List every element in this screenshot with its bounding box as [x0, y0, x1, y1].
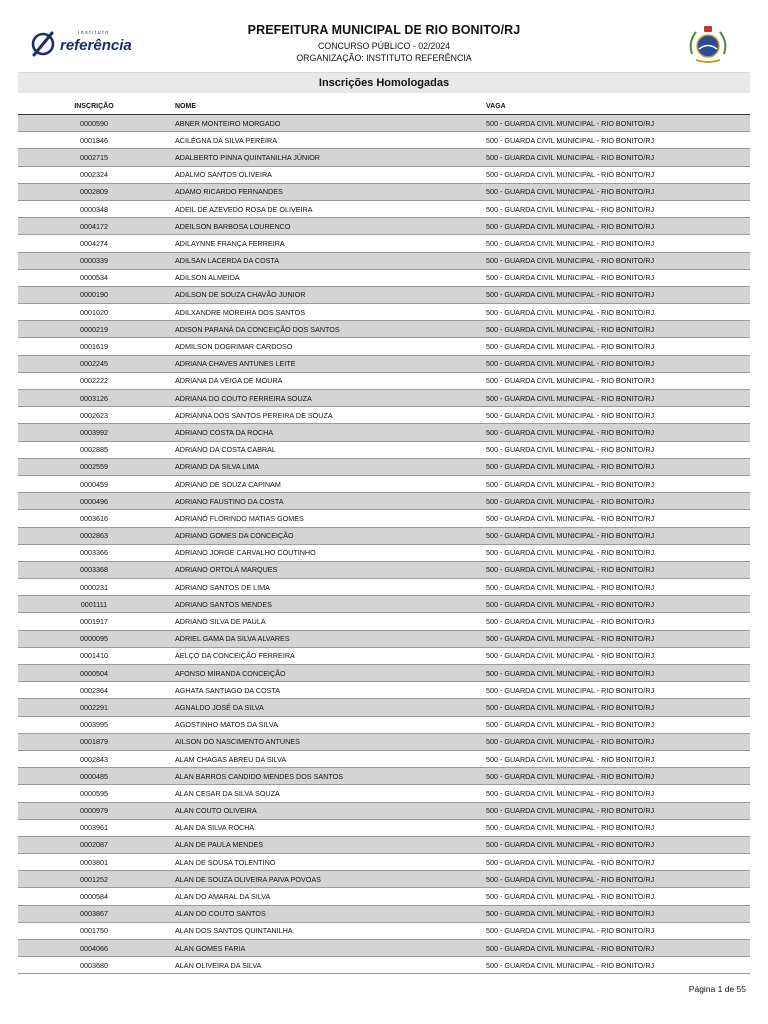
cell-vaga: 500 - GUARDA CIVIL MUNICIPAL - RIO BONITO/RJ: [481, 424, 750, 441]
cell-nome: ADILXANDRE MOREIRA DOS SANTOS: [170, 304, 481, 321]
table-row: [18, 682, 750, 699]
table-row: [18, 458, 750, 475]
cell-nome: ADRIANO DA SILVA LIMA: [170, 458, 481, 475]
cell-vaga: 500 - GUARDA CIVIL MUNICIPAL - RIO BONITO/RJ: [481, 115, 750, 132]
cell-inscricao: 0002715: [18, 149, 170, 166]
cell-vaga: 500 - GUARDA CIVIL MUNICIPAL - RIO BONITO/RJ: [481, 819, 750, 836]
cell-nome: ALAN DOS SANTOS QUINTANILHA: [170, 922, 481, 939]
cell-nome: ADRIANO COSTA DA ROCHA: [170, 424, 481, 441]
cell-nome: ALAN CESAR DA SILVA SOUZA: [170, 785, 481, 802]
table-row: [18, 510, 750, 527]
cell-vaga: 500 - GUARDA CIVIL MUNICIPAL - RIO BONITO/RJ: [481, 733, 750, 750]
cell-vaga: 500 - GUARDA CIVIL MUNICIPAL - RIO BONITO/RJ: [481, 647, 750, 664]
cell-nome: ADILSON DE SOUZA CHAVÃO JUNIOR: [170, 286, 481, 303]
cell-inscricao: 0000590: [18, 115, 170, 132]
cell-vaga: 500 - GUARDA CIVIL MUNICIPAL - RIO BONITO/RJ: [481, 888, 750, 905]
page-number: Página 1 de 55: [688, 984, 746, 994]
cell-nome: AILSON DO NASCIMENTO ANTUNES: [170, 733, 481, 750]
cell-inscricao: 0002843: [18, 750, 170, 767]
cell-nome: AGOSTINHO MATOS DA SILVA: [170, 716, 481, 733]
cell-nome: ALAN DA SILVA ROCHA: [170, 819, 481, 836]
cell-nome: AFONSO MIRANDA CONCEIÇÃO: [170, 665, 481, 682]
cell-vaga: 500 - GUARDA CIVIL MUNICIPAL - RIO BONITO/RJ: [481, 286, 750, 303]
cell-inscricao: 0003995: [18, 716, 170, 733]
table-row: [18, 957, 750, 974]
cell-inscricao: 0002245: [18, 355, 170, 372]
table-row: [18, 665, 750, 682]
cell-vaga: 500 - GUARDA CIVIL MUNICIPAL - RIO BONITO/RJ: [481, 922, 750, 939]
cell-inscricao: 0002087: [18, 836, 170, 853]
table-row: [18, 836, 750, 853]
cell-nome: ADEILSON BARBOSA LOURENCO: [170, 218, 481, 235]
table-row: [18, 527, 750, 544]
column-header-inscricao: INSCRIÇÃO: [18, 98, 170, 115]
cell-nome: ALAN DO COUTO SANTOS: [170, 905, 481, 922]
cell-inscricao: 0004172: [18, 218, 170, 235]
table-row: [18, 647, 750, 664]
cell-vaga: 500 - GUARDA CIVIL MUNICIPAL - RIO BONITO/RJ: [481, 252, 750, 269]
cell-inscricao: 0002324: [18, 166, 170, 183]
cell-vaga: 500 - GUARDA CIVIL MUNICIPAL - RIO BONITO/RJ: [481, 613, 750, 630]
table-row: [18, 355, 750, 372]
cell-inscricao: 0000190: [18, 286, 170, 303]
table-row: [18, 888, 750, 905]
cell-vaga: 500 - GUARDA CIVIL MUNICIPAL - RIO BONITO/RJ: [481, 183, 750, 200]
column-header-nome: NOME: [170, 98, 481, 115]
cell-nome: AGHATA SANTIAGO DA COSTA: [170, 682, 481, 699]
cell-nome: ADRIANO DE SOUZA CAPINAM: [170, 475, 481, 492]
cell-inscricao: 0000231: [18, 579, 170, 596]
cell-vaga: 500 - GUARDA CIVIL MUNICIPAL - RIO BONITO/RJ: [481, 132, 750, 149]
table-row: [18, 596, 750, 613]
cell-nome: AELÇO DA CONCEIÇÃO FERREIRA: [170, 647, 481, 664]
table-row: [18, 252, 750, 269]
logo-text: referência: [60, 37, 132, 54]
table-row: [18, 149, 750, 166]
cell-nome: ALAN BARROS CANDIDO MENDES DOS SANTOS: [170, 768, 481, 785]
cell-inscricao: 0000496: [18, 493, 170, 510]
cell-vaga: 500 - GUARDA CIVIL MUNICIPAL - RIO BONITO/RJ: [481, 304, 750, 321]
table-row: [18, 424, 750, 441]
cell-inscricao: 0003680: [18, 957, 170, 974]
cell-vaga: 500 - GUARDA CIVIL MUNICIPAL - RIO BONITO/RJ: [481, 149, 750, 166]
cell-vaga: 500 - GUARDA CIVIL MUNICIPAL - RIO BONITO/RJ: [481, 854, 750, 871]
cell-nome: ADRIANO FLORINDO MATIAS GOMES: [170, 510, 481, 527]
cell-vaga: 500 - GUARDA CIVIL MUNICIPAL - RIO BONITO/RJ: [481, 905, 750, 922]
cell-inscricao: 0001750: [18, 922, 170, 939]
table-row: [18, 905, 750, 922]
cell-vaga: 500 - GUARDA CIVIL MUNICIPAL - RIO BONITO/RJ: [481, 561, 750, 578]
table-row: [18, 441, 750, 458]
table-row: [18, 338, 750, 355]
cell-vaga: 500 - GUARDA CIVIL MUNICIPAL - RIO BONITO/RJ: [481, 407, 750, 424]
cell-inscricao: 0000584: [18, 888, 170, 905]
cell-inscricao: 0003867: [18, 905, 170, 922]
table-row: [18, 183, 750, 200]
cell-nome: ADRIANO FAUSTINO DA COSTA: [170, 493, 481, 510]
cell-inscricao: 0000095: [18, 630, 170, 647]
cell-vaga: 500 - GUARDA CIVIL MUNICIPAL - RIO BONITO/RJ: [481, 544, 750, 561]
cell-nome: ALAM CHAGAS ABREU DA SILVA: [170, 750, 481, 767]
logo-small-text: instituto: [78, 30, 110, 36]
cell-inscricao: 0000979: [18, 802, 170, 819]
table-row: [18, 940, 750, 957]
cell-vaga: 500 - GUARDA CIVIL MUNICIPAL - RIO BONITO/RJ: [481, 269, 750, 286]
cell-vaga: 500 - GUARDA CIVIL MUNICIPAL - RIO BONITO/RJ: [481, 390, 750, 407]
cell-vaga: 500 - GUARDA CIVIL MUNICIPAL - RIO BONITO/RJ: [481, 355, 750, 372]
cell-inscricao: 0002809: [18, 183, 170, 200]
cell-nome: ADEIL DE AZEVEDO ROSA DE OLIVEIRA: [170, 200, 481, 217]
cell-nome: ADALMO SANTOS OLIVEIRA: [170, 166, 481, 183]
cell-nome: ADILSON ALMEIDA: [170, 269, 481, 286]
cell-inscricao: 0002559: [18, 458, 170, 475]
cell-vaga: 500 - GUARDA CIVIL MUNICIPAL - RIO BONITO/RJ: [481, 630, 750, 647]
table-row: [18, 733, 750, 750]
cell-nome: ADISON PARANÁ DA CONCEIÇÃO DOS SANTOS: [170, 321, 481, 338]
cell-vaga: 500 - GUARDA CIVIL MUNICIPAL - RIO BONITO/RJ: [481, 940, 750, 957]
cell-nome: ALAN COUTO OLIVEIRA: [170, 802, 481, 819]
cell-vaga: 500 - GUARDA CIVIL MUNICIPAL - RIO BONITO/RJ: [481, 166, 750, 183]
cell-inscricao: 0003616: [18, 510, 170, 527]
cell-nome: ADRIANO SANTOS DE LIMA: [170, 579, 481, 596]
table-row: [18, 166, 750, 183]
cell-vaga: 500 - GUARDA CIVIL MUNICIPAL - RIO BONITO/RJ: [481, 785, 750, 802]
cell-vaga: 500 - GUARDA CIVIL MUNICIPAL - RIO BONITO/RJ: [481, 441, 750, 458]
cell-inscricao: 0003368: [18, 561, 170, 578]
table-row: [18, 630, 750, 647]
cell-vaga: 500 - GUARDA CIVIL MUNICIPAL - RIO BONITO/RJ: [481, 338, 750, 355]
table-row: [18, 235, 750, 252]
cell-inscricao: 0002863: [18, 527, 170, 544]
cell-vaga: 500 - GUARDA CIVIL MUNICIPAL - RIO BONITO/RJ: [481, 768, 750, 785]
cell-inscricao: 0003961: [18, 819, 170, 836]
registrations-table: [18, 98, 750, 974]
cell-nome: ADRIANO JORGE CARVALHO COUTINHO: [170, 544, 481, 561]
cell-nome: ADRIANA DO COUTO FERREIRA SOUZA: [170, 390, 481, 407]
table-row: [18, 579, 750, 596]
cell-vaga: 500 - GUARDA CIVIL MUNICIPAL - RIO BONITO/RJ: [481, 836, 750, 853]
cell-vaga: 500 - GUARDA CIVIL MUNICIPAL - RIO BONITO/RJ: [481, 475, 750, 492]
cell-inscricao: 0001917: [18, 613, 170, 630]
cell-vaga: 500 - GUARDA CIVIL MUNICIPAL - RIO BONITO/RJ: [481, 665, 750, 682]
cell-inscricao: 0000339: [18, 252, 170, 269]
document-header: [0, 0, 768, 70]
cell-vaga: 500 - GUARDA CIVIL MUNICIPAL - RIO BONITO/RJ: [481, 218, 750, 235]
cell-vaga: 500 - GUARDA CIVIL MUNICIPAL - RIO BONITO/RJ: [481, 596, 750, 613]
cell-nome: ALAN OLIVEIRA DA SILVA: [170, 957, 481, 974]
cell-nome: ADRIANA DA VEIGA DE MOURA: [170, 372, 481, 389]
cell-inscricao: 0002291: [18, 699, 170, 716]
cell-inscricao: 0000459: [18, 475, 170, 492]
table-row: [18, 819, 750, 836]
table-row: [18, 613, 750, 630]
cell-inscricao: 0001619: [18, 338, 170, 355]
cell-nome: ADRIANO SANTOS MENDES: [170, 596, 481, 613]
cell-inscricao: 0002885: [18, 441, 170, 458]
cell-inscricao: 0001846: [18, 132, 170, 149]
cell-nome: ALAN DE PAULA MENDES: [170, 836, 481, 853]
page-title: PREFEITURA MUNICIPAL DE RIO BONITO/RJ: [247, 23, 521, 37]
table-row: [18, 802, 750, 819]
cell-inscricao: 0003366: [18, 544, 170, 561]
table-row: [18, 493, 750, 510]
cell-nome: ALAN DE SOUZA OLIVEIRA PAIVA POVOAS: [170, 871, 481, 888]
table-row: [18, 475, 750, 492]
column-header-vaga: VAGA: [481, 98, 750, 115]
cell-inscricao: 0001879: [18, 733, 170, 750]
cell-nome: ADILSAN LACERDA DA COSTA: [170, 252, 481, 269]
table-row: [18, 269, 750, 286]
cell-inscricao: 0004066: [18, 940, 170, 957]
table-header-row: [18, 98, 750, 115]
cell-vaga: 500 - GUARDA CIVIL MUNICIPAL - RIO BONITO/RJ: [481, 372, 750, 389]
cell-nome: ADRIANO ORTOLÁ MARQUES: [170, 561, 481, 578]
cell-inscricao: 0003126: [18, 390, 170, 407]
cell-vaga: 500 - GUARDA CIVIL MUNICIPAL - RIO BONITO/RJ: [481, 716, 750, 733]
coat-of-arms-icon: [686, 24, 730, 66]
table-row: [18, 372, 750, 389]
cell-inscricao: 0003992: [18, 424, 170, 441]
table-row: [18, 407, 750, 424]
table-row: [18, 544, 750, 561]
cell-inscricao: 0003801: [18, 854, 170, 871]
cell-nome: AGNALDO JOSÉ DA SILVA: [170, 699, 481, 716]
cell-nome: ALAN GOMES FARIA: [170, 940, 481, 957]
table-row: [18, 854, 750, 871]
table-row: [18, 561, 750, 578]
cell-inscricao: 0000534: [18, 269, 170, 286]
cell-nome: ALAN DO AMARAL DA SILVA: [170, 888, 481, 905]
cell-nome: ACILÉGNA DA SILVA PEREIRA: [170, 132, 481, 149]
table-row: [18, 304, 750, 321]
section-title: Inscrições Homologadas: [318, 77, 450, 89]
cell-nome: ADRIANO GOMES DA CONCEIÇÃO: [170, 527, 481, 544]
contest-subtitle: CONCURSO PÚBLICO - 02/2024: [318, 41, 450, 51]
instituto-referencia-logo: [30, 28, 142, 62]
cell-vaga: 500 - GUARDA CIVIL MUNICIPAL - RIO BONITO/RJ: [481, 458, 750, 475]
cell-nome: ADRIEL GAMA DA SILVA ALVARES: [170, 630, 481, 647]
cell-nome: ADMILSON DOGRIMAR CARDOSO: [170, 338, 481, 355]
cell-inscricao: 0000504: [18, 665, 170, 682]
cell-vaga: 500 - GUARDA CIVIL MUNICIPAL - RIO BONITO/RJ: [481, 527, 750, 544]
cell-nome: ADRIANA CHAVES ANTUNES LEITE: [170, 355, 481, 372]
table-row: [18, 922, 750, 939]
table-row: [18, 750, 750, 767]
cell-inscricao: 0001252: [18, 871, 170, 888]
cell-nome: ADRIANO SILVA DE PAULA: [170, 613, 481, 630]
cell-inscricao: 0002222: [18, 372, 170, 389]
cell-vaga: 500 - GUARDA CIVIL MUNICIPAL - RIO BONITO/RJ: [481, 802, 750, 819]
cell-inscricao: 0000485: [18, 768, 170, 785]
organization-line: ORGANIZAÇÃO: INSTITUTO REFERÊNCIA: [296, 53, 472, 63]
table-row: [18, 785, 750, 802]
cell-nome: ADRIANO DA COSTA CABRAL: [170, 441, 481, 458]
cell-inscricao: 0002364: [18, 682, 170, 699]
cell-vaga: 500 - GUARDA CIVIL MUNICIPAL - RIO BONITO/RJ: [481, 682, 750, 699]
table-row: [18, 716, 750, 733]
table-row: [18, 699, 750, 716]
cell-vaga: 500 - GUARDA CIVIL MUNICIPAL - RIO BONITO/RJ: [481, 235, 750, 252]
table-row: [18, 768, 750, 785]
section-header: [18, 72, 750, 93]
cell-vaga: 500 - GUARDA CIVIL MUNICIPAL - RIO BONITO/RJ: [481, 493, 750, 510]
cell-inscricao: 0000348: [18, 200, 170, 217]
cell-vaga: 500 - GUARDA CIVIL MUNICIPAL - RIO BONITO/RJ: [481, 871, 750, 888]
table-row: [18, 390, 750, 407]
cell-vaga: 500 - GUARDA CIVIL MUNICIPAL - RIO BONITO/RJ: [481, 510, 750, 527]
cell-inscricao: 0000595: [18, 785, 170, 802]
cell-vaga: 500 - GUARDA CIVIL MUNICIPAL - RIO BONITO/RJ: [481, 699, 750, 716]
table-row: [18, 200, 750, 217]
table-row: [18, 321, 750, 338]
cell-inscricao: 0001020: [18, 304, 170, 321]
cell-vaga: 500 - GUARDA CIVIL MUNICIPAL - RIO BONITO/RJ: [481, 579, 750, 596]
cell-inscricao: 0001410: [18, 647, 170, 664]
cell-inscricao: 0002623: [18, 407, 170, 424]
cell-nome: ALAN DE SOUSA TOLENTINO: [170, 854, 481, 871]
table-row: [18, 115, 750, 132]
table-row: [18, 871, 750, 888]
table-row: [18, 132, 750, 149]
table-row: [18, 218, 750, 235]
table-row: [18, 286, 750, 303]
cell-vaga: 500 - GUARDA CIVIL MUNICIPAL - RIO BONITO/RJ: [481, 200, 750, 217]
cell-nome: ADAMO RICARDO FERNANDES: [170, 183, 481, 200]
cell-nome: ADILAYNNE FRANÇA FERREIRA: [170, 235, 481, 252]
cell-vaga: 500 - GUARDA CIVIL MUNICIPAL - RIO BONITO/RJ: [481, 321, 750, 338]
title-block: [200, 23, 568, 64]
cell-nome: ABNER MONTEIRO MORGADO: [170, 115, 481, 132]
cell-vaga: 500 - GUARDA CIVIL MUNICIPAL - RIO BONITO/RJ: [481, 750, 750, 767]
cell-vaga: 500 - GUARDA CIVIL MUNICIPAL - RIO BONITO/RJ: [481, 957, 750, 974]
cell-inscricao: 0001111: [18, 596, 170, 613]
cell-nome: ADALBERTO PINNA QUINTANILHA JÚNIOR: [170, 149, 481, 166]
cell-inscricao: 0004274: [18, 235, 170, 252]
cell-inscricao: 0000219: [18, 321, 170, 338]
cell-nome: ADRIANNA DOS SANTOS PEREIRA DE SOUZA: [170, 407, 481, 424]
